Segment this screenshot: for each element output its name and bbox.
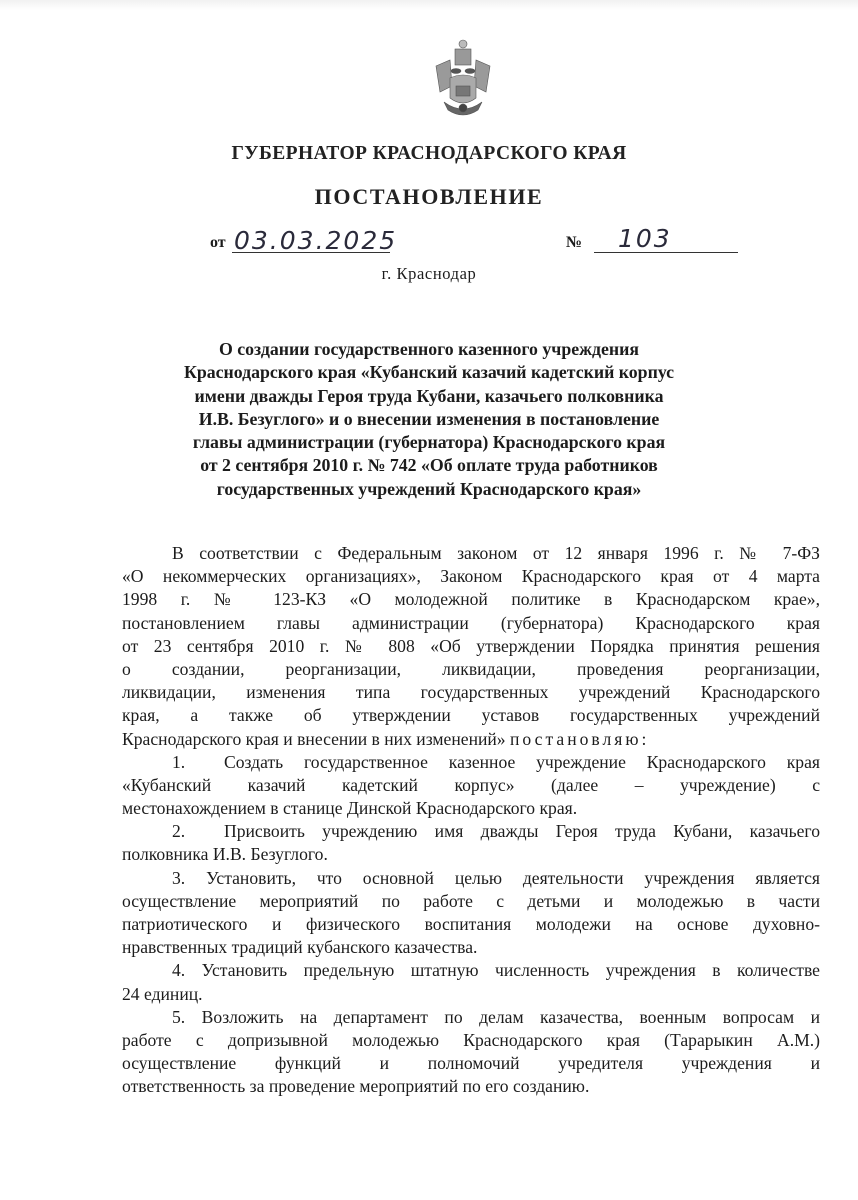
page-top-shadow xyxy=(0,0,858,10)
text-line xyxy=(122,728,820,751)
text-line: «О некоммерческих организациях», Законом Краснодарского края от 4 марта xyxy=(122,566,820,587)
text-line xyxy=(122,1006,820,1029)
text-line: «Кубанский казачий кадетский корпус» (далее – учреждение) с xyxy=(122,774,820,795)
date-label: от xyxy=(210,234,226,251)
text-line: патриотического и физического воспитания молодежи на основе духовно- xyxy=(122,914,820,934)
item-text: Создать государственное казенное учреждение Краснодарского края xyxy=(224,751,820,772)
text-line xyxy=(122,820,820,843)
item-number: 2. xyxy=(172,821,186,842)
document-type: ПОСТАНОВЛЕНИЕ xyxy=(314,184,544,209)
text-line: В соответствии с Федеральным законом от 12 января 1996 г. № 7-ФЗ xyxy=(172,543,820,563)
item-number: 5. xyxy=(172,1006,186,1027)
text-line xyxy=(122,867,820,890)
text-line: постановлением главы администрации (губернатора) Краснодарского края xyxy=(122,612,820,633)
item-text: Установить, что основной целью деятельности учреждения является xyxy=(206,867,820,888)
item-5 xyxy=(122,1006,820,1099)
subject-line: главы администрации (губернатора) Краснодарского края xyxy=(192,432,666,453)
subject-line: О создании государственного казенного учреждения xyxy=(219,339,639,359)
subject-line: И.В. Безуглого» и о внесении изменения в постановление xyxy=(198,408,660,429)
subject-line: от 2 сентября 2010 г. № 742 «Об оплате труда работников xyxy=(200,455,658,476)
preamble-paragraph xyxy=(122,542,820,751)
number-value: 103 xyxy=(618,224,672,253)
subject-line: государственных учреждений Краснодарского края» xyxy=(216,478,642,499)
item-number: 4. xyxy=(172,960,186,981)
text-line: о создании, реорганизации, ликвидации, проведения реорганизации, xyxy=(122,658,820,679)
item-text: Установить предельную штатную численность учреждения в количестве xyxy=(201,960,820,981)
text-line: от 23 сентября 2010 г. № 808 «Об утверждении Порядка принятия решения xyxy=(122,635,820,656)
text-line xyxy=(122,751,820,774)
item-number: 3. xyxy=(172,867,186,888)
item-3 xyxy=(122,867,820,960)
item-4 xyxy=(122,959,820,1005)
city: г. Краснодар xyxy=(381,264,477,283)
text-line: местонахождением в станице Динской Краснодарского края. xyxy=(122,798,578,819)
text-line: полковника И.В. Безуглого. xyxy=(122,844,328,865)
item-text: Возложить на департамент по делам казачества, военным вопросам и xyxy=(201,1006,820,1027)
text-line: нравственных традиций кубанского казачества. xyxy=(122,937,478,958)
text-line: осуществление функций и полномочий учредителя учреждения и xyxy=(122,1053,820,1074)
text-line: края, а также об утверждении уставов государственных учреждений xyxy=(122,705,820,726)
text-line: осуществление мероприятий по работе с детьми и молодежью в части xyxy=(122,890,820,911)
document-subject xyxy=(150,338,708,501)
coat-of-arms-icon xyxy=(432,36,494,122)
text-line: ответственность за проведение мероприятий по его созданию. xyxy=(122,1076,590,1097)
preamble-last-text: Краснодарского края и внесении в них изменений» xyxy=(122,728,506,749)
date-value: 03.03.2025 xyxy=(234,226,398,255)
issuing-authority: ГУБЕРНАТОР КРАСНОДАРСКОГО КРАЯ xyxy=(231,143,627,164)
item-number: 1. xyxy=(172,751,186,772)
text-line: работе с допризывной молодежью Краснодарского края (Тарарыкин А.М.) xyxy=(122,1029,820,1050)
text-line: 1998 г. № 123-КЗ «О молодежной политике в Краснодарском крае», xyxy=(122,589,820,610)
number-label: № xyxy=(566,234,583,251)
text-line: 24 единиц. xyxy=(122,983,203,1004)
document-body xyxy=(122,542,820,1099)
decree-word: постановляю: xyxy=(510,728,650,749)
item-text: Присвоить учреждению имя дважды Героя труда Кубани, казачьего xyxy=(224,821,820,842)
item-1 xyxy=(122,751,820,821)
item-2 xyxy=(122,820,820,866)
subject-line: Краснодарского края «Кубанский казачий кадетский корпус xyxy=(183,362,675,383)
subject-line: имени дважды Героя труда Кубани, казачьего полковника xyxy=(194,385,664,406)
text-line xyxy=(122,959,820,982)
text-line: ликвидации, изменения типа государственных учреждений Краснодарского xyxy=(122,682,820,703)
